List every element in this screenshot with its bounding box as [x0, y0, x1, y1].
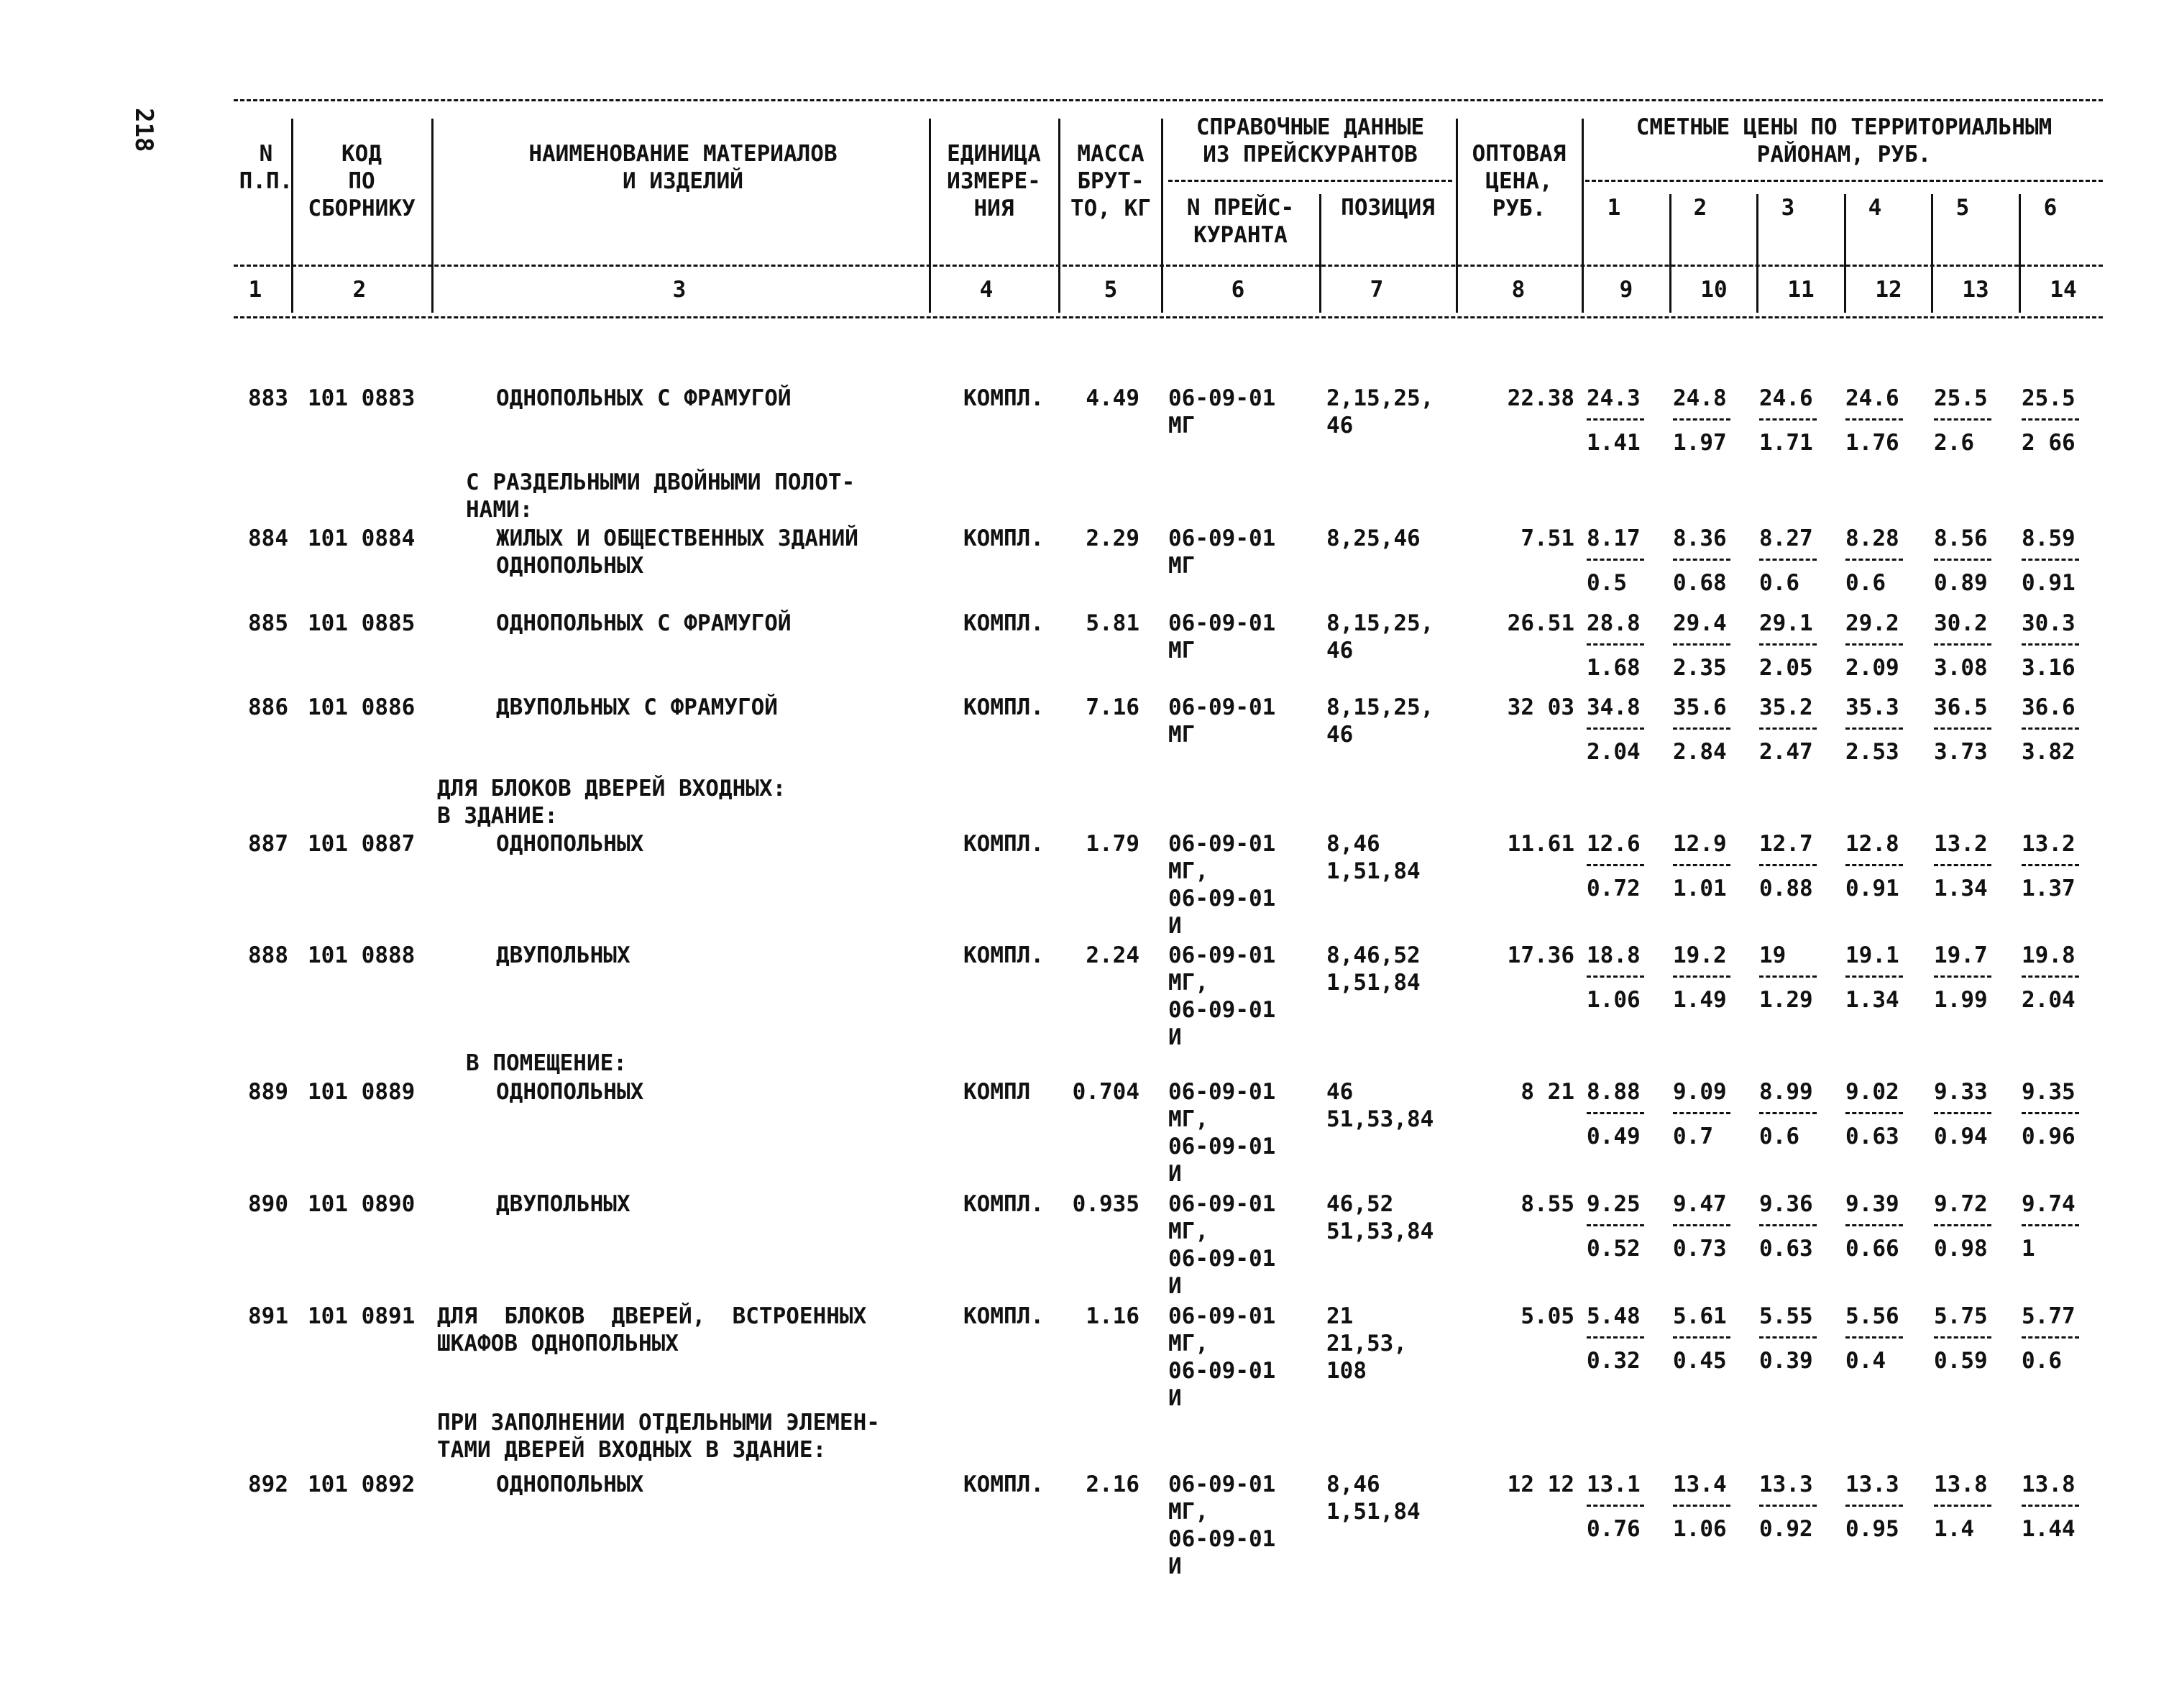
row-name: ОДНОПОЛЬНЫХ — [496, 831, 644, 857]
region-price: 8.88 0.49 — [1587, 1078, 1651, 1150]
fraction-line — [2022, 1336, 2079, 1339]
fraction-line — [1759, 559, 1817, 561]
row-wholesale: 8.55 — [1521, 1191, 1574, 1217]
row-position: 8,15,25, 46 — [1326, 610, 1434, 664]
header-wholesale: ОПТОВАЯ ЦЕНА, РУБ. — [1472, 141, 1567, 221]
fraction-line — [2022, 727, 2079, 730]
region-price: 30.2 3.08 — [1934, 610, 1999, 681]
region-price: 18.8 1.06 — [1587, 942, 1651, 1014]
header-divider — [431, 119, 434, 313]
fraction-line — [1673, 975, 1730, 978]
fraction-line — [1845, 418, 1903, 421]
region-price: 13.1 0.76 — [1587, 1471, 1651, 1543]
region-price: 13.8 1.4 — [1934, 1471, 1999, 1543]
fraction-line — [1673, 864, 1730, 866]
row-name: ОДНОПОЛЬНЫХ — [496, 1471, 644, 1497]
region-number: 5 — [1955, 195, 1970, 221]
row-wholesale: 12 12 — [1507, 1471, 1574, 1497]
row-number: 890 — [248, 1191, 288, 1217]
fraction-line — [1845, 559, 1903, 561]
region-price: 19.7 1.99 — [1934, 942, 1999, 1014]
fraction-line — [1845, 727, 1903, 730]
region-price: 8.36 0.68 — [1673, 525, 1738, 597]
header-ref-position: ПОЗИЦИЯ — [1341, 195, 1435, 221]
row-code: 101 0885 — [308, 610, 416, 636]
fraction-line — [1587, 1112, 1644, 1114]
region-price: 12.9 1.01 — [1673, 830, 1738, 902]
row-unit: КОМПЛ. — [963, 1471, 1044, 1497]
region-price: 8.56 0.89 — [1934, 525, 1999, 597]
region-price: 5.55 0.39 — [1759, 1303, 1824, 1374]
header-divider — [1582, 119, 1584, 313]
subheader: ДЛЯ БЛОКОВ ДВЕРЕЙ ВХОДНЫХ: В ЗДАНИЕ: — [437, 776, 786, 829]
header-divider — [1931, 194, 1933, 313]
fraction-line — [1934, 727, 1991, 730]
fraction-line — [1759, 975, 1817, 978]
row-price-list: 06-09-01 МГ, 06-09-01 И — [1168, 1303, 1276, 1411]
header-ref: СПРАВОЧНЫЕ ДАННЫЕ ИЗ ПРЕЙСКУРАНТОВ — [1196, 114, 1425, 167]
header-mid-rule — [234, 265, 2103, 267]
row-wholesale: 26.51 — [1507, 610, 1574, 636]
region-price: 19.8 2.04 — [2022, 942, 2086, 1014]
fraction-line — [1759, 1224, 1817, 1226]
subheader: В ПОМЕЩЕНИЕ: — [466, 1050, 627, 1076]
row-position: 8,46,52 1,51,84 — [1326, 942, 1421, 996]
row-wholesale: 32 03 — [1507, 694, 1574, 720]
row-code: 101 0884 — [308, 525, 416, 551]
fraction-line — [1587, 418, 1644, 421]
row-code: 101 0887 — [308, 831, 416, 857]
row-position: 21 21,53, 108 — [1326, 1303, 1407, 1384]
row-unit: КОМПЛ. — [963, 694, 1044, 720]
row-position: 8,15,25, 46 — [1326, 694, 1434, 748]
row-price-list: 06-09-01 МГ, 06-09-01 И — [1168, 1471, 1276, 1579]
region-price: 5.48 0.32 — [1587, 1303, 1651, 1374]
row-number: 892 — [248, 1471, 288, 1497]
row-mass: 2.16 — [1086, 1471, 1139, 1497]
region-price: 24.6 1.71 — [1759, 385, 1824, 456]
row-mass: 7.16 — [1086, 694, 1139, 720]
row-name: ОДНОПОЛЬНЫХ С ФРАМУГОЙ — [496, 385, 792, 411]
fraction-line — [1673, 418, 1730, 421]
fraction-line — [1934, 1505, 1991, 1507]
fraction-line — [1759, 727, 1817, 730]
row-unit: КОМПЛ. — [963, 831, 1044, 857]
region-price: 36.5 3.73 — [1934, 694, 1999, 766]
column-number: 13 — [1962, 277, 1989, 303]
header-code: КОД ПО СБОРНИКУ — [308, 141, 416, 221]
region-number: 4 — [1868, 195, 1882, 221]
header-ref-rule — [1168, 180, 1452, 182]
region-number: 3 — [1781, 195, 1795, 221]
region-price: 25.5 2 66 — [2022, 385, 2086, 456]
fraction-line — [1587, 643, 1644, 646]
fraction-line — [2022, 559, 2079, 561]
fraction-line — [1673, 727, 1730, 730]
region-price: 9.39 0.66 — [1845, 1190, 1910, 1262]
fraction-line — [2022, 418, 2079, 421]
region-price: 35.2 2.47 — [1759, 694, 1824, 766]
region-number: 1 — [1607, 195, 1621, 221]
region-price: 12.8 0.91 — [1845, 830, 1910, 902]
row-number: 885 — [248, 610, 288, 636]
row-unit: КОМПЛ. — [963, 525, 1044, 551]
fraction-line — [2022, 1505, 2079, 1507]
header-divider — [1756, 194, 1758, 313]
fraction-line — [1587, 975, 1644, 978]
header-mass: МАССА БРУТ- ТО, КГ — [1070, 141, 1151, 221]
region-price: 12.7 0.88 — [1759, 830, 1824, 902]
row-mass: 1.79 — [1086, 831, 1139, 857]
region-price: 36.6 3.82 — [2022, 694, 2086, 766]
column-number: 5 — [1104, 277, 1118, 303]
row-wholesale: 11.61 — [1507, 831, 1574, 857]
region-price: 5.61 0.45 — [1673, 1303, 1738, 1374]
row-name: ДВУПОЛЬНЫХ — [496, 942, 630, 968]
header-ref-pricelist: N ПРЕЙС- КУРАНТА — [1186, 195, 1295, 248]
region-price: 25.5 2.6 — [1934, 385, 1999, 456]
row-mass: 0.935 — [1072, 1191, 1139, 1217]
row-name: ДВУПОЛЬНЫХ С ФРАМУГОЙ — [496, 694, 778, 720]
row-wholesale: 17.36 — [1507, 942, 1574, 968]
row-number: 889 — [248, 1079, 288, 1105]
region-price: 8.17 0.5 — [1587, 525, 1651, 597]
row-price-list: 06-09-01 МГ, 06-09-01 И — [1168, 831, 1276, 939]
column-number: 7 — [1370, 277, 1384, 303]
region-number: 6 — [2043, 195, 2058, 221]
region-price: 29.4 2.35 — [1673, 610, 1738, 681]
fraction-line — [2022, 1112, 2079, 1114]
fraction-line — [1934, 643, 1991, 646]
region-price: 9.72 0.98 — [1934, 1190, 1999, 1262]
fraction-line — [1673, 1224, 1730, 1226]
header-regions: СМЕТНЫЕ ЦЕНЫ ПО ТЕРРИТОРИАЛЬНЫМ РАЙОНАМ, РУБ. — [1636, 114, 2053, 167]
region-price: 12.6 0.72 — [1587, 830, 1651, 902]
row-wholesale: 22.38 — [1507, 385, 1574, 411]
row-mass: 5.81 — [1086, 610, 1139, 636]
region-price: 24.6 1.76 — [1845, 385, 1910, 456]
row-position: 8,46 1,51,84 — [1326, 1471, 1421, 1525]
row-code: 101 0890 — [308, 1191, 416, 1217]
subheader: ПРИ ЗАПОЛНЕНИИ ОТДЕЛЬНЫМИ ЭЛЕМЕН- ТАМИ ДВЕРЕЙ ВХОДНЫХ В ЗДАНИЕ: — [437, 1410, 880, 1463]
region-price: 13.2 1.34 — [1934, 830, 1999, 902]
row-unit: КОМПЛ. — [963, 942, 1044, 968]
region-price: 8.27 0.6 — [1759, 525, 1824, 597]
row-name: ДВУПОЛЬНЫХ — [496, 1191, 630, 1217]
region-price: 29.1 2.05 — [1759, 610, 1824, 681]
fraction-line — [1587, 559, 1644, 561]
row-mass: 4.49 — [1086, 385, 1139, 411]
row-position: 8,46 1,51,84 — [1326, 831, 1421, 884]
row-name: ЖИЛЫХ И ОБЩЕСТВЕННЫХ ЗДАНИЙ ОДНОПОЛЬНЫХ — [496, 525, 858, 579]
row-position: 46 51,53,84 — [1326, 1079, 1434, 1132]
region-price: 9.09 0.7 — [1673, 1078, 1738, 1150]
header-region-rule — [1585, 180, 2103, 182]
region-price: 9.74 1 — [2022, 1190, 2086, 1262]
row-name: ДЛЯ БЛОКОВ ДВЕРЕЙ, ВСТРОЕННЫХ ШКАФОВ ОДНОПОЛЬНЫХ — [437, 1303, 867, 1356]
row-wholesale: 5.05 — [1521, 1303, 1574, 1329]
fraction-line — [1759, 418, 1817, 421]
subheader: С РАЗДЕЛЬНЫМИ ДВОЙНЫМИ ПОЛОТ- НАМИ: — [466, 469, 856, 523]
row-name: ОДНОПОЛЬНЫХ С ФРАМУГОЙ — [496, 610, 792, 636]
row-name: ОДНОПОЛЬНЫХ — [496, 1079, 644, 1105]
header-divider — [2019, 194, 2021, 313]
fraction-line — [1587, 1224, 1644, 1226]
row-number: 886 — [248, 694, 288, 720]
column-number: 4 — [979, 277, 994, 303]
row-price-list: 06-09-01 МГ, 06-09-01 И — [1168, 1191, 1276, 1299]
fraction-line — [1587, 1336, 1644, 1339]
row-price-list: 06-09-01 МГ — [1168, 385, 1276, 439]
region-price: 19.1 1.34 — [1845, 942, 1910, 1014]
region-price: 19.2 1.49 — [1673, 942, 1738, 1014]
column-number: 2 — [352, 277, 367, 303]
row-position: 46,52 51,53,84 — [1326, 1191, 1434, 1244]
row-unit: КОМПЛ. — [963, 385, 1044, 411]
row-price-list: 06-09-01 МГ — [1168, 694, 1276, 748]
fraction-line — [1759, 1112, 1817, 1114]
row-mass: 2.29 — [1086, 525, 1139, 551]
fraction-line — [1759, 643, 1817, 646]
fraction-line — [1934, 1112, 1991, 1114]
fraction-line — [2022, 1224, 2079, 1226]
header-n: N П.П. — [239, 141, 293, 194]
fraction-line — [1845, 1224, 1903, 1226]
fraction-line — [1845, 1112, 1903, 1114]
fraction-line — [1934, 559, 1991, 561]
fraction-line — [1934, 864, 1991, 866]
fraction-line — [1587, 727, 1644, 730]
row-mass: 0.704 — [1072, 1079, 1139, 1105]
region-price: 35.3 2.53 — [1845, 694, 1910, 766]
region-price: 13.8 1.44 — [2022, 1471, 2086, 1543]
region-price: 8.28 0.6 — [1845, 525, 1910, 597]
row-number: 883 — [248, 385, 288, 411]
row-code: 101 0892 — [308, 1471, 416, 1497]
region-number: 2 — [1693, 195, 1707, 221]
column-number: 8 — [1511, 277, 1526, 303]
row-price-list: 06-09-01 МГ, 06-09-01 И — [1168, 942, 1276, 1050]
region-price: 9.02 0.63 — [1845, 1078, 1910, 1150]
row-code: 101 0888 — [308, 942, 416, 968]
fraction-line — [1673, 1336, 1730, 1339]
region-price: 13.3 0.95 — [1845, 1471, 1910, 1543]
header-bottom-rule — [234, 316, 2103, 318]
column-number: 12 — [1875, 277, 1902, 303]
region-price: 24.3 1.41 — [1587, 385, 1651, 456]
column-number: 10 — [1700, 277, 1728, 303]
column-number: 1 — [248, 277, 262, 303]
fraction-line — [2022, 864, 2079, 866]
fraction-line — [1934, 1336, 1991, 1339]
header-top-rule — [234, 99, 2103, 101]
region-price: 9.25 0.52 — [1587, 1190, 1651, 1262]
row-position: 2,15,25, 46 — [1326, 385, 1434, 439]
header-name: НАИМЕНОВАНИЕ МАТЕРИАЛОВ И ИЗДЕЛИЙ — [528, 141, 838, 194]
row-code: 101 0889 — [308, 1079, 416, 1105]
region-price: 5.75 0.59 — [1934, 1303, 1999, 1374]
fraction-line — [1673, 1505, 1730, 1507]
row-wholesale: 8 21 — [1521, 1079, 1574, 1105]
fraction-line — [1934, 418, 1991, 421]
row-position: 8,25,46 — [1326, 525, 1421, 551]
region-price: 13.3 0.92 — [1759, 1471, 1824, 1543]
row-price-list: 06-09-01 МГ, 06-09-01 И — [1168, 1079, 1276, 1187]
region-price: 28.8 1.68 — [1587, 610, 1651, 681]
column-number: 3 — [672, 277, 687, 303]
column-number: 14 — [2050, 277, 2077, 303]
fraction-line — [1845, 864, 1903, 866]
column-number: 9 — [1619, 277, 1633, 303]
fraction-line — [1759, 864, 1817, 866]
fraction-line — [1673, 559, 1730, 561]
row-wholesale: 7.51 — [1521, 525, 1574, 551]
region-price: 13.2 1.37 — [2022, 830, 2086, 902]
header-unit: ЕДИНИЦА ИЗМЕРЕ- НИЯ — [947, 141, 1041, 221]
row-price-list: 06-09-01 МГ — [1168, 610, 1276, 664]
row-number: 888 — [248, 942, 288, 968]
region-price: 13.4 1.06 — [1673, 1471, 1738, 1543]
fraction-line — [1845, 975, 1903, 978]
column-number: 11 — [1787, 277, 1815, 303]
page-number: 218 — [129, 108, 158, 152]
fraction-line — [2022, 643, 2079, 646]
column-number: 6 — [1231, 277, 1245, 303]
region-price: 35.6 2.84 — [1673, 694, 1738, 766]
fraction-line — [1934, 1224, 1991, 1226]
row-price-list: 06-09-01 МГ — [1168, 525, 1276, 579]
fraction-line — [1845, 1505, 1903, 1507]
fraction-line — [1845, 643, 1903, 646]
fraction-line — [1759, 1336, 1817, 1339]
region-price: 5.56 0.4 — [1845, 1303, 1910, 1374]
row-code: 101 0883 — [308, 385, 416, 411]
row-number: 884 — [248, 525, 288, 551]
row-number: 891 — [248, 1303, 288, 1329]
fraction-line — [1587, 1505, 1644, 1507]
row-number: 887 — [248, 831, 288, 857]
row-code: 101 0886 — [308, 694, 416, 720]
row-unit: КОМПЛ. — [963, 610, 1044, 636]
region-price: 8.59 0.91 — [2022, 525, 2086, 597]
fraction-line — [1673, 643, 1730, 646]
row-mass: 2.24 — [1086, 942, 1139, 968]
region-price: 5.77 0.6 — [2022, 1303, 2086, 1374]
region-price: 9.47 0.73 — [1673, 1190, 1738, 1262]
fraction-line — [1673, 1112, 1730, 1114]
row-unit: КОМПЛ — [963, 1079, 1031, 1105]
region-price: 9.36 0.63 — [1759, 1190, 1824, 1262]
region-price: 9.33 0.94 — [1934, 1078, 1999, 1150]
fraction-line — [1587, 864, 1644, 866]
region-price: 24.8 1.97 — [1673, 385, 1738, 456]
region-price: 8.99 0.6 — [1759, 1078, 1824, 1150]
region-price: 29.2 2.09 — [1845, 610, 1910, 681]
row-code: 101 0891 — [308, 1303, 416, 1329]
fraction-line — [2022, 975, 2079, 978]
fraction-line — [1759, 1505, 1817, 1507]
region-price: 30.3 3.16 — [2022, 610, 2086, 681]
fraction-line — [1934, 975, 1991, 978]
region-price: 34.8 2.04 — [1587, 694, 1651, 766]
row-unit: КОМПЛ. — [963, 1303, 1044, 1329]
fraction-line — [1845, 1336, 1903, 1339]
region-price: 9.35 0.96 — [2022, 1078, 2086, 1150]
region-price: 19 1.29 — [1759, 942, 1824, 1014]
row-mass: 1.16 — [1086, 1303, 1139, 1329]
row-unit: КОМПЛ. — [963, 1191, 1044, 1217]
